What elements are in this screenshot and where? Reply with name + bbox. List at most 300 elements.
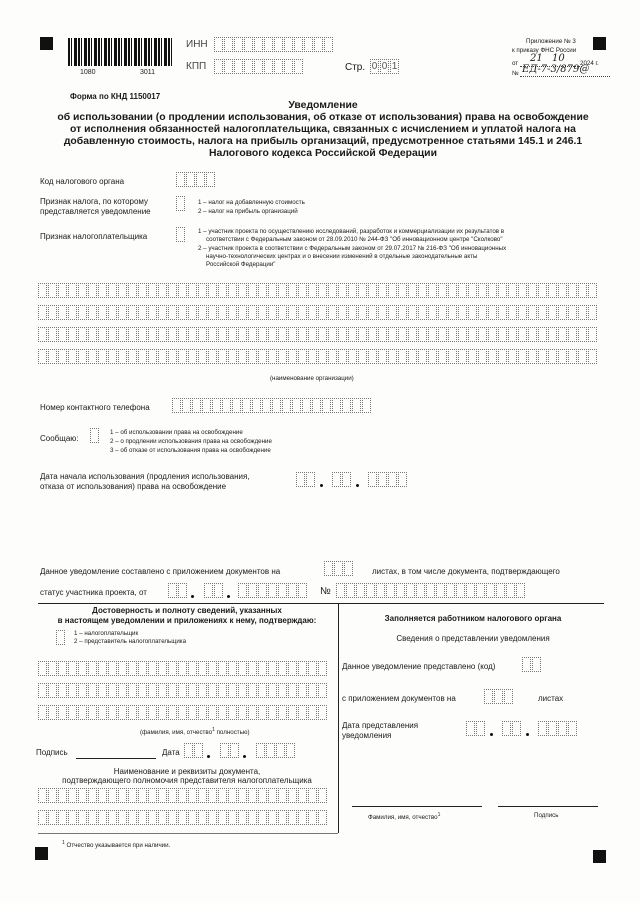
input-cell[interactable] [406, 583, 415, 598]
input-cell[interactable] [538, 327, 547, 342]
input-cell[interactable] [258, 283, 267, 298]
input-cell[interactable] [178, 583, 187, 598]
input-cell[interactable] [328, 349, 337, 364]
input-cell[interactable] [268, 788, 277, 803]
input-cell[interactable] [108, 283, 117, 298]
input-cell[interactable] [218, 327, 227, 342]
input-cell[interactable] [118, 305, 127, 320]
input-cell[interactable] [288, 788, 297, 803]
input-cell[interactable] [558, 305, 567, 320]
docs-sheets-field[interactable] [324, 561, 354, 576]
input-cell[interactable] [178, 305, 187, 320]
input-cell[interactable] [248, 810, 257, 825]
input-cell[interactable] [268, 327, 277, 342]
input-cell[interactable] [194, 743, 203, 758]
input-cell[interactable] [238, 305, 247, 320]
input-cell[interactable] [88, 683, 97, 698]
input-cell[interactable] [148, 705, 157, 720]
input-cell[interactable] [378, 327, 387, 342]
input-cell[interactable] [558, 327, 567, 342]
input-cell[interactable] [284, 59, 293, 74]
input-cell[interactable] [318, 810, 327, 825]
input-cell[interactable] [148, 788, 157, 803]
input-cell[interactable] [58, 327, 67, 342]
attached-docs-field[interactable] [484, 689, 514, 704]
input-cell[interactable] [148, 305, 157, 320]
phone-field[interactable] [172, 398, 372, 413]
input-cell[interactable] [518, 327, 527, 342]
input-cell[interactable] [268, 661, 277, 676]
input-cell[interactable] [178, 788, 187, 803]
input-cell[interactable] [308, 683, 317, 698]
input-cell[interactable] [158, 283, 167, 298]
input-cell[interactable] [398, 283, 407, 298]
input-cell[interactable] [148, 283, 157, 298]
input-cell[interactable] [248, 683, 257, 698]
input-cell[interactable] [138, 810, 147, 825]
input-cell[interactable] [218, 283, 227, 298]
input-cell[interactable] [548, 721, 557, 736]
input-cell[interactable] [494, 689, 503, 704]
input-cell[interactable] [538, 721, 547, 736]
input-cell[interactable] [158, 661, 167, 676]
input-cell[interactable] [38, 305, 47, 320]
input-cell[interactable] [188, 683, 197, 698]
input-cell[interactable] [58, 705, 67, 720]
input-cell[interactable] [108, 683, 117, 698]
input-cell[interactable] [312, 398, 321, 413]
input-cell[interactable] [408, 283, 417, 298]
input-cell[interactable] [488, 305, 497, 320]
input-cell[interactable] [118, 705, 127, 720]
input-cell[interactable] [158, 327, 167, 342]
input-cell[interactable] [48, 810, 57, 825]
input-cell[interactable] [518, 305, 527, 320]
inn-field[interactable] [214, 37, 334, 52]
input-cell[interactable] [324, 37, 333, 52]
input-cell[interactable] [168, 683, 177, 698]
input-cell[interactable] [274, 59, 283, 74]
input-cell[interactable] [308, 283, 317, 298]
input-cell[interactable] [308, 349, 317, 364]
input-cell[interactable] [188, 810, 197, 825]
input-cell[interactable] [238, 705, 247, 720]
input-cell[interactable] [428, 349, 437, 364]
input-cell[interactable] [128, 683, 137, 698]
input-cell[interactable] [488, 349, 497, 364]
input-cell[interactable] [488, 327, 497, 342]
input-cell[interactable] [318, 683, 327, 698]
input-cell[interactable] [388, 349, 397, 364]
input-cell[interactable] [188, 305, 197, 320]
input-cell[interactable] [386, 583, 395, 598]
input-cell[interactable] [318, 327, 327, 342]
input-cell[interactable] [258, 583, 267, 598]
input-cell[interactable] [202, 398, 211, 413]
input-cell[interactable] [208, 349, 217, 364]
input-cell[interactable] [218, 683, 227, 698]
input-cell[interactable] [108, 705, 117, 720]
input-cell[interactable] [516, 583, 525, 598]
input-cell[interactable] [252, 398, 261, 413]
input-cell[interactable] [436, 583, 445, 598]
input-cell[interactable] [368, 305, 377, 320]
input-cell[interactable] [348, 305, 357, 320]
input-cell[interactable] [88, 661, 97, 676]
input-cell[interactable] [48, 788, 57, 803]
input-cell[interactable] [128, 305, 137, 320]
input-cell[interactable] [568, 349, 577, 364]
input-cell[interactable] [98, 349, 107, 364]
input-cell[interactable] [56, 630, 65, 645]
input-cell[interactable] [118, 683, 127, 698]
input-cell[interactable] [128, 327, 137, 342]
input-cell[interactable] [138, 661, 147, 676]
input-cell[interactable] [188, 283, 197, 298]
input-cell[interactable] [258, 788, 267, 803]
input-cell[interactable] [578, 283, 587, 298]
input-cell[interactable] [218, 349, 227, 364]
input-cell[interactable] [198, 661, 207, 676]
input-cell[interactable] [478, 327, 487, 342]
input-cell[interactable] [478, 283, 487, 298]
input-cell[interactable] [418, 327, 427, 342]
input-cell[interactable] [504, 689, 513, 704]
input-cell[interactable] [98, 810, 107, 825]
input-cell[interactable] [298, 583, 307, 598]
input-cell[interactable] [328, 305, 337, 320]
input-cell[interactable] [468, 305, 477, 320]
input-cell[interactable] [138, 327, 147, 342]
input-cell[interactable] [78, 661, 87, 676]
input-cell[interactable] [308, 705, 317, 720]
input-cell[interactable] [332, 398, 341, 413]
input-cell[interactable] [358, 305, 367, 320]
input-cell[interactable] [278, 788, 287, 803]
input-cell[interactable] [138, 283, 147, 298]
input-cell[interactable] [518, 349, 527, 364]
input-cell[interactable] [38, 349, 47, 364]
input-cell[interactable] [48, 283, 57, 298]
input-cell[interactable] [278, 810, 287, 825]
input-cell[interactable] [278, 305, 287, 320]
input-cell[interactable] [214, 59, 223, 74]
input-cell[interactable] [298, 810, 307, 825]
input-cell[interactable] [528, 349, 537, 364]
input-cell[interactable] [178, 283, 187, 298]
input-cell[interactable] [336, 583, 345, 598]
input-cell[interactable] [268, 305, 277, 320]
input-cell[interactable] [558, 349, 567, 364]
input-cell[interactable] [498, 349, 507, 364]
input-cell[interactable] [128, 810, 137, 825]
input-cell[interactable] [298, 305, 307, 320]
org-name-row-1[interactable] [38, 283, 598, 298]
input-cell[interactable] [90, 428, 99, 443]
input-cell[interactable] [178, 327, 187, 342]
input-cell[interactable] [318, 705, 327, 720]
input-cell[interactable] [344, 561, 353, 576]
input-cell[interactable] [496, 583, 505, 598]
input-cell[interactable] [338, 305, 347, 320]
input-cell[interactable] [78, 810, 87, 825]
input-cell[interactable] [438, 349, 447, 364]
input-cell[interactable] [220, 743, 229, 758]
input-cell[interactable] [98, 661, 107, 676]
input-cell[interactable] [208, 788, 217, 803]
input-cell[interactable] [238, 283, 247, 298]
tax-type-field[interactable] [176, 196, 186, 211]
input-cell[interactable] [168, 305, 177, 320]
input-cell[interactable] [178, 810, 187, 825]
input-cell[interactable] [208, 283, 217, 298]
input-cell[interactable] [238, 788, 247, 803]
input-cell[interactable] [198, 283, 207, 298]
input-cell[interactable] [178, 661, 187, 676]
input-cell[interactable] [308, 661, 317, 676]
input-cell[interactable] [498, 283, 507, 298]
input-cell[interactable] [298, 788, 307, 803]
input-cell[interactable] [118, 810, 127, 825]
input-cell[interactable] [366, 583, 375, 598]
input-cell[interactable] [512, 721, 521, 736]
input-cell[interactable] [148, 810, 157, 825]
input-cell[interactable] [128, 788, 137, 803]
input-cell[interactable] [118, 327, 127, 342]
input-cell[interactable] [198, 810, 207, 825]
input-cell[interactable] [238, 349, 247, 364]
input-cell[interactable] [198, 788, 207, 803]
input-cell[interactable] [78, 305, 87, 320]
input-cell[interactable] [218, 788, 227, 803]
input-cell[interactable] [478, 305, 487, 320]
input-cell[interactable] [448, 283, 457, 298]
input-cell[interactable] [448, 305, 457, 320]
input-cell[interactable] [178, 705, 187, 720]
input-cell[interactable] [548, 305, 557, 320]
input-cell[interactable] [58, 683, 67, 698]
input-cell[interactable] [68, 327, 77, 342]
input-cell[interactable] [176, 227, 185, 242]
input-cell[interactable] [254, 37, 263, 52]
input-cell[interactable] [218, 705, 227, 720]
input-cell[interactable] [388, 472, 397, 487]
input-cell[interactable] [184, 743, 193, 758]
input-cell[interactable] [198, 327, 207, 342]
input-cell[interactable] [418, 349, 427, 364]
input-cell[interactable] [204, 583, 213, 598]
input-cell[interactable] [528, 283, 537, 298]
input-cell[interactable] [308, 305, 317, 320]
input-cell[interactable] [466, 583, 475, 598]
input-cell[interactable] [294, 37, 303, 52]
input-cell[interactable] [68, 305, 77, 320]
input-cell[interactable] [58, 283, 67, 298]
input-cell[interactable] [568, 327, 577, 342]
input-cell[interactable] [288, 283, 297, 298]
input-cell[interactable] [88, 810, 97, 825]
input-cell[interactable] [38, 661, 47, 676]
payer-sign-field[interactable] [176, 227, 186, 242]
org-name-row-3[interactable] [38, 327, 598, 342]
input-cell[interactable] [212, 398, 221, 413]
input-cell[interactable] [348, 283, 357, 298]
input-cell[interactable] [258, 327, 267, 342]
input-cell[interactable] [426, 583, 435, 598]
input-cell[interactable] [128, 661, 137, 676]
input-cell[interactable] [98, 327, 107, 342]
input-cell[interactable] [264, 59, 273, 74]
input-cell[interactable] [258, 305, 267, 320]
input-cell[interactable] [508, 283, 517, 298]
input-cell[interactable] [78, 349, 87, 364]
input-cell[interactable] [456, 583, 465, 598]
org-name-row-2[interactable] [38, 305, 598, 320]
input-cell[interactable] [188, 661, 197, 676]
input-cell[interactable] [218, 661, 227, 676]
input-cell[interactable] [468, 327, 477, 342]
input-cell[interactable] [172, 398, 181, 413]
input-cell[interactable] [396, 583, 405, 598]
input-cell[interactable] [128, 283, 137, 298]
input-cell[interactable] [198, 683, 207, 698]
input-cell[interactable] [398, 327, 407, 342]
input-cell[interactable] [324, 561, 333, 576]
input-cell[interactable] [346, 583, 355, 598]
input-cell[interactable] [214, 583, 223, 598]
input-cell[interactable] [158, 305, 167, 320]
input-cell[interactable] [278, 349, 287, 364]
input-cell[interactable] [58, 788, 67, 803]
input-cell[interactable] [138, 349, 147, 364]
input-cell[interactable] [168, 349, 177, 364]
input-cell[interactable] [468, 349, 477, 364]
input-cell[interactable] [108, 305, 117, 320]
input-cell[interactable] [488, 283, 497, 298]
input-cell[interactable] [428, 305, 437, 320]
input-cell[interactable] [68, 661, 77, 676]
input-cell[interactable] [168, 283, 177, 298]
input-cell[interactable] [328, 327, 337, 342]
input-cell[interactable] [78, 283, 87, 298]
input-cell[interactable] [368, 327, 377, 342]
input-cell[interactable] [268, 683, 277, 698]
input-cell[interactable] [466, 721, 475, 736]
input-cell[interactable] [308, 810, 317, 825]
input-cell[interactable] [538, 305, 547, 320]
input-cell[interactable] [278, 661, 287, 676]
input-cell[interactable] [578, 349, 587, 364]
input-cell[interactable] [298, 683, 307, 698]
input-cell[interactable] [368, 283, 377, 298]
input-cell[interactable] [318, 305, 327, 320]
input-cell[interactable] [108, 349, 117, 364]
input-cell[interactable] [98, 788, 107, 803]
input-cell[interactable] [248, 305, 257, 320]
input-cell[interactable] [262, 398, 271, 413]
input-cell[interactable] [158, 810, 167, 825]
input-cell[interactable] [196, 172, 205, 187]
input-cell[interactable] [408, 305, 417, 320]
input-cell[interactable] [218, 810, 227, 825]
input-cell[interactable] [48, 305, 57, 320]
input-cell[interactable] [98, 283, 107, 298]
input-cell[interactable] [242, 398, 251, 413]
input-cell[interactable] [294, 59, 303, 74]
input-cell[interactable] [476, 721, 485, 736]
input-cell[interactable] [68, 705, 77, 720]
input-cell[interactable] [358, 327, 367, 342]
input-cell[interactable] [58, 305, 67, 320]
input-cell[interactable] [318, 788, 327, 803]
input-cell[interactable] [238, 583, 247, 598]
input-cell[interactable] [168, 705, 177, 720]
input-cell[interactable] [348, 327, 357, 342]
input-cell[interactable] [274, 37, 283, 52]
input-cell[interactable] [498, 327, 507, 342]
input-cell[interactable] [38, 810, 47, 825]
input-cell[interactable] [176, 172, 185, 187]
input-cell[interactable] [288, 305, 297, 320]
input-cell[interactable] [228, 810, 237, 825]
input-cell[interactable] [278, 583, 287, 598]
input-cell[interactable] [518, 283, 527, 298]
input-cell[interactable] [98, 683, 107, 698]
input-cell[interactable] [558, 283, 567, 298]
input-cell[interactable] [248, 283, 257, 298]
input-cell[interactable] [314, 37, 323, 52]
input-cell[interactable] [588, 305, 597, 320]
input-cell[interactable] [548, 349, 557, 364]
input-cell[interactable] [158, 349, 167, 364]
input-cell[interactable] [254, 59, 263, 74]
input-cell[interactable] [288, 327, 297, 342]
input-cell[interactable] [304, 37, 313, 52]
input-cell[interactable] [342, 398, 351, 413]
input-cell[interactable] [108, 661, 117, 676]
input-cell[interactable] [276, 743, 285, 758]
input-cell[interactable] [388, 327, 397, 342]
input-cell[interactable] [228, 661, 237, 676]
kpp-field[interactable] [214, 59, 304, 74]
input-cell[interactable] [192, 398, 201, 413]
input-cell[interactable] [448, 349, 457, 364]
input-cell[interactable] [568, 721, 577, 736]
input-cell[interactable] [88, 305, 97, 320]
input-cell[interactable] [438, 305, 447, 320]
input-cell[interactable] [378, 349, 387, 364]
input-cell[interactable] [332, 472, 341, 487]
input-cell[interactable] [88, 788, 97, 803]
input-cell[interactable] [368, 349, 377, 364]
input-cell[interactable] [108, 327, 117, 342]
input-cell[interactable] [298, 327, 307, 342]
input-cell[interactable] [222, 398, 231, 413]
input-cell[interactable] [228, 305, 237, 320]
input-cell[interactable] [168, 810, 177, 825]
input-cell[interactable] [248, 349, 257, 364]
input-cell[interactable] [228, 683, 237, 698]
input-cell[interactable] [158, 683, 167, 698]
input-cell[interactable] [398, 472, 407, 487]
input-cell[interactable] [158, 705, 167, 720]
input-cell[interactable] [318, 349, 327, 364]
input-cell[interactable] [88, 705, 97, 720]
input-cell[interactable] [388, 305, 397, 320]
input-cell[interactable] [248, 705, 257, 720]
input-cell[interactable] [158, 788, 167, 803]
input-cell[interactable] [88, 349, 97, 364]
